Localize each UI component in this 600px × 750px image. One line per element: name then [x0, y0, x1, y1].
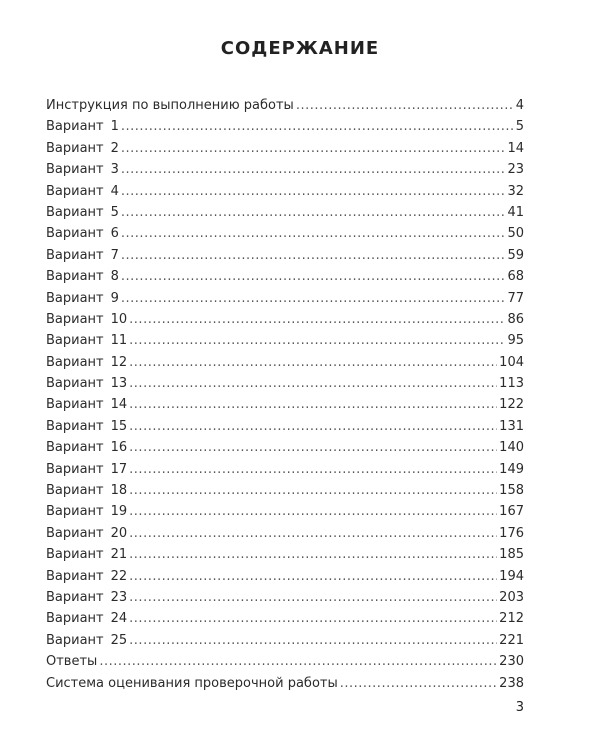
toc-entry-title: Вариант [46, 162, 104, 178]
toc-entry-title: Вариант [46, 632, 104, 648]
toc-entry-title: Вариант [46, 483, 104, 499]
toc-entry-label [46, 608, 127, 629]
toc-entry [46, 394, 524, 415]
toc-entry [46, 266, 524, 287]
toc-entry-title: Вариант [46, 589, 104, 605]
toc-entry-page: 23 [507, 162, 524, 178]
toc-entry-number: 6 [110, 226, 119, 242]
toc-entry [46, 116, 524, 137]
toc-entry-label [46, 459, 127, 480]
toc-entry-page: 4 [515, 98, 524, 113]
toc-entry-title: Вариант [46, 611, 104, 627]
toc-entry-page: 59 [507, 247, 524, 263]
toc-entry-label [46, 95, 294, 116]
toc-entry [46, 480, 524, 501]
toc-entry-label [46, 116, 119, 137]
toc-entry-page: 122 [499, 397, 524, 413]
toc-entry-label [46, 416, 127, 437]
page-title: СОДЕРЖАНИЕ [220, 38, 380, 59]
toc-entry-page: 238 [499, 675, 524, 691]
toc-entry [46, 608, 524, 629]
toc-entry-label [46, 544, 127, 565]
dot-leader [129, 373, 497, 394]
toc-entry [46, 544, 524, 565]
dot-leader [121, 223, 506, 244]
dot-leader [129, 394, 497, 415]
toc-entry-page: 50 [507, 226, 524, 242]
toc-entry-page: 86 [507, 311, 524, 327]
toc-entry-page: 77 [507, 290, 524, 306]
toc-entry-page: 221 [499, 632, 524, 648]
dot-leader [121, 266, 506, 287]
toc-entry-page: 167 [499, 504, 524, 520]
toc-entry-number: 7 [110, 247, 119, 263]
toc-entry-number: 22 [110, 568, 128, 584]
toc-entry-page: 176 [499, 525, 524, 541]
toc-entry-page: 203 [499, 589, 524, 605]
toc-entry-label [46, 202, 119, 223]
dot-leader [121, 288, 506, 309]
toc-entry-label [46, 159, 119, 180]
toc-entry [46, 501, 524, 522]
toc-entry-page: 230 [499, 654, 524, 670]
toc-entry-title: Вариант [46, 119, 104, 135]
dot-leader [129, 566, 497, 587]
toc-entry-label [46, 352, 127, 373]
toc-entry-number: 5 [110, 204, 119, 220]
toc-entry-number: 3 [110, 162, 119, 178]
toc-entry-title: Вариант [46, 376, 104, 392]
dot-leader [129, 459, 497, 480]
toc-entry-page: 68 [507, 269, 524, 285]
toc-entry-number: 13 [110, 376, 128, 392]
toc-entry-label [46, 480, 127, 501]
toc-entry-label [46, 523, 127, 544]
dot-leader [129, 608, 497, 629]
toc-entry-page: 131 [499, 418, 524, 434]
dot-leader [129, 544, 497, 565]
toc-entry-title: Вариант [46, 461, 104, 477]
dot-leader [129, 309, 505, 330]
toc-entry-number: 11 [110, 333, 128, 349]
toc-entry-number: 14 [110, 397, 128, 413]
dot-leader [129, 437, 497, 458]
toc-entry-number: 10 [110, 311, 128, 327]
dot-leader [129, 501, 497, 522]
toc-entry-label [46, 437, 127, 458]
toc-entry-page: 32 [507, 183, 524, 199]
toc-entry-label [46, 288, 119, 309]
toc-entry-page: 149 [499, 461, 524, 477]
dot-leader [129, 352, 497, 373]
toc-entry-label [46, 673, 338, 694]
dot-leader [129, 330, 505, 351]
toc-entry-number: 15 [110, 418, 128, 434]
toc-entry [46, 587, 524, 608]
toc-entry [46, 459, 524, 480]
toc-entry-number: 9 [110, 290, 119, 306]
toc-entry [46, 523, 524, 544]
toc-entry-label [46, 501, 127, 522]
toc-entry-label [46, 138, 119, 159]
toc-entry [46, 352, 524, 373]
toc-entry-title: Вариант [46, 290, 104, 306]
toc-entry-title: Вариант [46, 311, 104, 327]
toc-entry-label [46, 309, 127, 330]
toc-entry-title: Вариант [46, 440, 104, 456]
toc-entry-label [46, 630, 127, 651]
toc-entry-page: 185 [499, 547, 524, 563]
toc-entry-label [46, 566, 127, 587]
dot-leader [121, 181, 506, 202]
dot-leader [121, 159, 506, 180]
toc-entry-number: 21 [110, 547, 128, 563]
toc-entry [46, 330, 524, 351]
dot-leader [121, 245, 506, 266]
dot-leader [121, 116, 514, 137]
toc-entry-title: Вариант [46, 568, 104, 584]
toc-entry [46, 309, 524, 330]
dot-leader [99, 651, 497, 672]
toc-entry [46, 159, 524, 180]
toc-entry [46, 630, 524, 651]
toc-entry-number: 4 [110, 183, 119, 199]
dot-leader [129, 587, 497, 608]
toc-entry-title: Вариант [46, 504, 104, 520]
toc-entry-page: 212 [499, 611, 524, 627]
toc-entry-label [46, 223, 119, 244]
toc-entry-page: 95 [507, 333, 524, 349]
toc-entry-number: 1 [110, 119, 119, 135]
toc-entry-number: 18 [110, 483, 128, 499]
dot-leader [121, 138, 506, 159]
toc-entry-number: 16 [110, 440, 128, 456]
toc-entry-title: Вариант [46, 226, 104, 242]
toc-entry-title: Вариант [46, 525, 104, 541]
toc-entry-number: 2 [110, 140, 119, 156]
dot-leader [129, 630, 497, 651]
toc-entry [46, 673, 524, 694]
toc-entry-title: Вариант [46, 183, 104, 199]
toc-entry-title: Вариант [46, 204, 104, 220]
toc-entry-page: 41 [507, 204, 524, 220]
toc-entry-label [46, 651, 97, 672]
dot-leader [129, 523, 497, 544]
toc-entry-label [46, 587, 127, 608]
toc-entry-title: Инструкция по выполнению работы [46, 98, 294, 113]
toc-entry [46, 566, 524, 587]
toc-entry [46, 288, 524, 309]
toc-entry-number: 25 [110, 632, 128, 648]
toc-entry-label [46, 330, 127, 351]
toc-entry [46, 651, 524, 672]
toc-entry-page: 194 [499, 568, 524, 584]
toc-entry-label [46, 373, 127, 394]
toc-entry-title: Вариант [46, 333, 104, 349]
toc-entry-title: Вариант [46, 547, 104, 563]
toc-entry-number: 24 [110, 611, 128, 627]
toc-entry-title: Вариант [46, 397, 104, 413]
toc-entry-number: 23 [110, 589, 128, 605]
toc-entry-title: Вариант [46, 140, 104, 156]
toc-entry [46, 181, 524, 202]
toc-entry-title: Вариант [46, 418, 104, 434]
toc-entry-number: 12 [110, 354, 128, 370]
toc-entry-number: 8 [110, 269, 119, 285]
toc-entry-label [46, 181, 119, 202]
toc-entry-title: Вариант [46, 247, 104, 263]
toc-entry-page: 113 [499, 376, 524, 392]
toc-entry [46, 202, 524, 223]
dot-leader [129, 480, 497, 501]
toc-entry-title: Вариант [46, 354, 104, 370]
toc-entry-label [46, 394, 127, 415]
toc-entry [46, 373, 524, 394]
toc-entry-label [46, 266, 119, 287]
toc-entry [46, 437, 524, 458]
dot-leader [296, 95, 514, 116]
page-number: 3 [515, 700, 524, 715]
toc-entry [46, 416, 524, 437]
toc-entry [46, 95, 524, 116]
toc-entry-title: Ответы [46, 654, 98, 670]
dot-leader [129, 416, 497, 437]
toc-entry-page: 14 [507, 140, 524, 156]
dot-leader [340, 673, 497, 694]
toc-entry-number: 17 [110, 461, 128, 477]
toc-entry-page: 5 [515, 119, 524, 135]
toc-entry [46, 138, 524, 159]
toc-entry-title: Вариант [46, 269, 104, 285]
dot-leader [121, 202, 506, 223]
toc-entry-label [46, 245, 119, 266]
toc-entry-number: 20 [110, 525, 128, 541]
toc-entry [46, 223, 524, 244]
toc-entry-page: 158 [499, 483, 524, 499]
toc-entry-page: 140 [499, 440, 524, 456]
table-of-contents [46, 95, 524, 694]
toc-entry-number: 19 [110, 504, 128, 520]
toc-entry-page: 104 [499, 354, 524, 370]
toc-entry-title: Система оценивания проверочной работы [46, 675, 338, 691]
toc-entry [46, 245, 524, 266]
